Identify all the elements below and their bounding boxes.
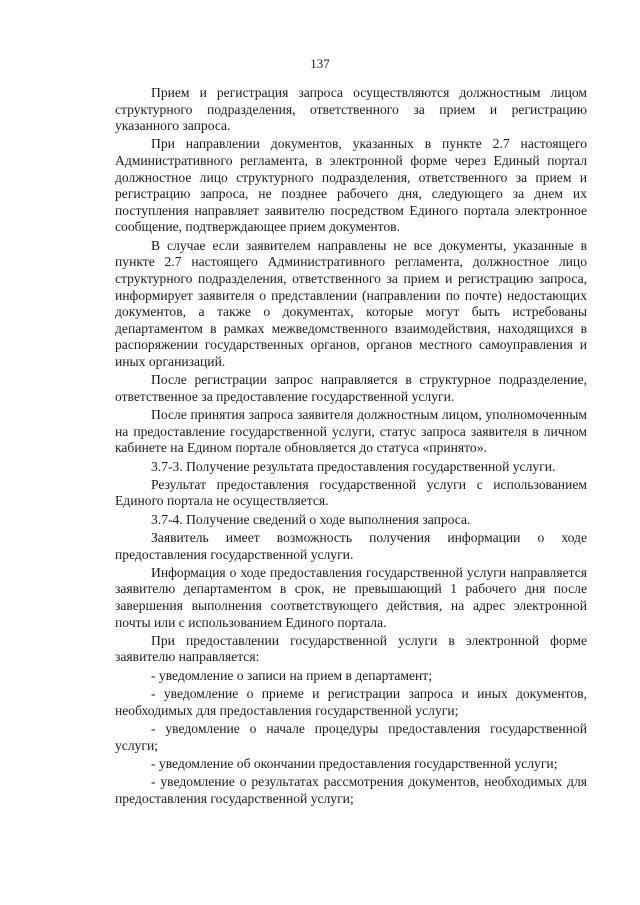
list-item: - уведомление об окончании предоставления государственной услуги;: [151, 755, 558, 771]
list-item: - уведомление о результатах рассмотрения документов, необходимых для предоставления государственной услуги;: [115, 774, 587, 806]
paragraph: Заявитель имеет возможность получения информации о ходе предоставления государственной услуги.: [115, 529, 587, 562]
paragraph: После принятия запроса заявителя должностным лицом, уполномоченным на предоставление государственной услуги, статус запроса заявителя в личном кабинете на Едином портале обновляется до статуса «принято».: [115, 407, 587, 456]
section-heading: 3.7-3. Получение результата предоставления государственной услуги.: [151, 458, 556, 474]
paragraph: При направлении документов, указанных в пункте 2.7 настоящего Административного регламента, в электронной форме через Единый портал должностное лицо структурного подразделения, ответственного за прием и регистрацию запроса, не позднее рабочего дня, следующего за днем их поступления направляет заявителю посредством Единого портала электронное сообщение, подтверждающее прием документов.: [115, 136, 587, 235]
list-item: - уведомление о приеме и регистрации запроса и иных документов, необходимых для предоставления государственной услуги;: [115, 686, 587, 718]
paragraph: После регистрации запрос направляется в структурное подразделение, ответственное за предоставление государственной услуги.: [115, 372, 587, 404]
paragraph: При предоставлении государственной услуги в электронной форме заявителю направляется:: [115, 632, 587, 665]
section-heading: 3.7-4. Получение сведений о ходе выполнения запроса.: [151, 511, 471, 527]
paragraph: Прием и регистрация запроса осуществляются должностным лицом структурного подразделения, ответственного за прием и регистрацию указанного запроса.: [115, 85, 587, 134]
page-number: 137: [310, 56, 330, 71]
list-item: - уведомление о записи на прием в департамент;: [151, 667, 432, 683]
list-item: - уведомление о начале процедуры предоставления государственной услуги;: [115, 720, 587, 753]
paragraph: Информация о ходе предоставления государственной услуги направляется заявителю департаментом в срок, не превышающий 1 рабочего дня после завершения выполнения соответствующего действия, на адрес электронной почты или с использованием Единого портала.: [115, 564, 587, 630]
paragraph: Результат предоставления государственной услуги с использованием Единого портала не осуществляется.: [115, 476, 587, 509]
paragraph: В случае если заявителем направлены не все документы, указанные в пункте 2.7 настоящего Административного регламента, должностное лицо структурного подразделения, ответственного за прием и регистрацию запроса, информирует заявителя о представлении (направлении по почте) недостающих документов, а также о документах, которые могут быть истребованы департаментом в рамках межведомственного взаимодействия, находящихся в распоряжении государственных органов, органов местного самоуправления и иных организаций.: [115, 237, 587, 369]
body-text: [115, 85, 587, 809]
